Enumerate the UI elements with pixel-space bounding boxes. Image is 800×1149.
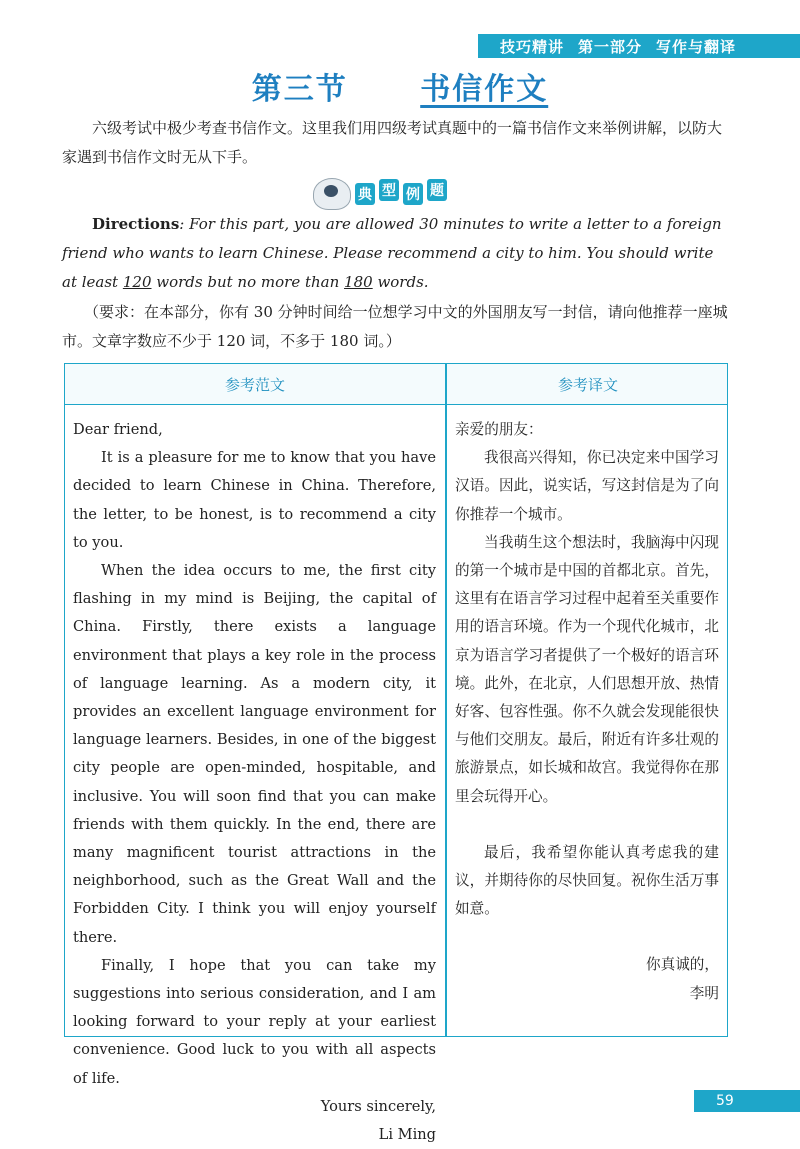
letter-paragraph: 最后，我希望你能认真考虑我的建议，并期待你的尽快回复。祝你生活万事如意。 — [455, 843, 719, 918]
letter-closing: Yours sincerely, — [320, 1097, 436, 1115]
directions-text: words but no more than — [151, 273, 345, 291]
letter-paragraph: Finally, I hope that you can take my suggestions into serious consideration, and I am looking forward to your reply at your earliest convenience. Good luck to you with all aspects of life. — [73, 956, 436, 1087]
header-part3: 写作与翻译 — [656, 37, 737, 56]
title-subject: 书信作文 — [420, 72, 549, 107]
letter-paragraph: It is a pleasure for me to know that you have decided to learn Chinese in China. Therefore, the letter, to be honest, is to recommend a city to you. — [73, 449, 436, 551]
page-number: 59 — [694, 1090, 800, 1112]
title-section: 第三节 — [251, 72, 348, 107]
letter-paragraph: 我很高兴得知，你已决定来中国学习汉语。因此，说实话，写这封信是为了向你推荐一个城市。 — [455, 449, 719, 523]
column-header-sample: 参考范文 — [224, 376, 285, 394]
badge-char: 典 — [355, 183, 375, 205]
directions-label: Directions — [92, 215, 180, 233]
badge-char: 型 — [379, 179, 399, 201]
min-words: 120 — [122, 273, 152, 291]
letter-signature: 李明 — [689, 984, 719, 1002]
badge-char: 例 — [403, 183, 423, 205]
max-words: 180 — [344, 273, 373, 291]
column-header-translation: 参考译文 — [557, 376, 618, 394]
paragraph-gap — [455, 923, 719, 951]
directions-paragraph — [62, 210, 732, 297]
student-illustration-icon — [313, 178, 351, 210]
example-badge — [313, 178, 447, 210]
page-title — [0, 64, 800, 108]
table-divider — [445, 364, 447, 1036]
letter-paragraph: When the idea occurs to me, the first city flashing in my mind is Beijing, the capital of China. Firstly, there exists a language environment that plays a key role in the process of language learning. As a modern city, it provides an excellent language environment for language learners. Besides, in one of the biggest city people are open-minded, hospitable, and inclusive. You will soon find that you can make friends with them quickly. In the end, there are many magnificent tourist attractions in the neighborhood, such as the Great Wall and the Forbidden City. I think you will enjoy yourself there. — [73, 562, 436, 946]
english-letter — [73, 416, 436, 1149]
letter-greeting: 亲爱的朋友： — [455, 421, 543, 438]
requirement-paragraph: （要求：在本部分，你有 30 分钟时间给一位想学习中文的外国朋友写一封信，请向他推荐一座城市。文章字数应不少于 120 词，不多于 180 词。） — [62, 303, 728, 350]
directions-text: words. — [372, 273, 429, 291]
letter-greeting: Dear friend, — [73, 421, 163, 438]
letter-closing: 你真诚的， — [646, 956, 719, 974]
header-part2: 第一部分 — [578, 37, 643, 56]
directions-text: : For this part, you are allowed 30 minutes to write a letter to a foreign friend who wants to learn Chinese. Please recommend a city to him. You should write at least — [62, 215, 722, 291]
section-header-band — [478, 34, 800, 58]
badge-char: 题 — [427, 179, 447, 201]
letter-signature: Li Ming — [378, 1126, 436, 1144]
letter-paragraph: 当我萌生这个想法时，我脑海中闪现的第一个城市是中国的首都北京。首先，这里有在语言学习过程中起着至关重要作用的语言环境。作为一个现代化城市，北京为语言学习者提供了一个极好的语言环境。此外，在北京，人们思想开放、热情好客、包容性强。你不久就会发现能很快与他们交朋友。最后，附近有许多壮观的旅游景点，如长城和故宫。我觉得你在那里会玩得开心。 — [455, 533, 719, 805]
chinese-letter — [455, 416, 719, 1008]
paragraph-gap — [455, 811, 719, 839]
header-part1: 技巧精讲 — [500, 37, 565, 56]
intro-paragraph: 六级考试中极少考查书信作文。这里我们用四级考试真题中的一篇书信作文来举例讲解，以防大家遇到书信作文时无从下手。 — [62, 119, 723, 166]
